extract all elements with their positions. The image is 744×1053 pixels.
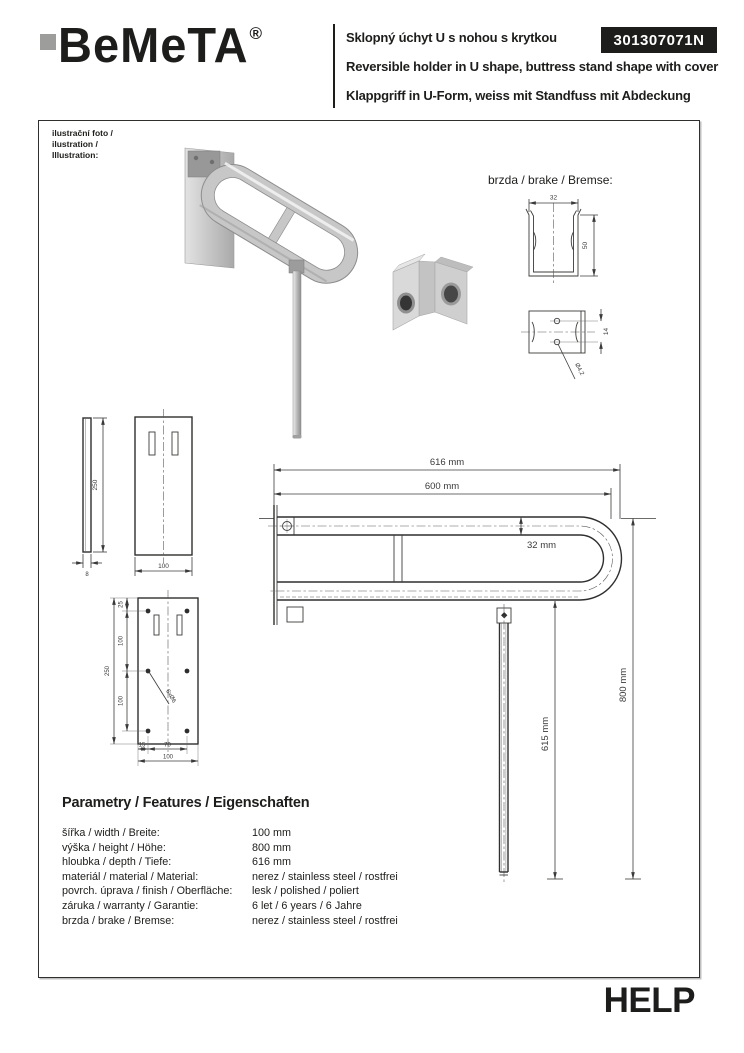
- dim-template-overall-height: 250: [105, 665, 111, 677]
- drawing-plate-front: [135, 409, 192, 576]
- parameters-section: [62, 795, 482, 928]
- illustration-label-cs: ilustrační foto /: [52, 128, 113, 138]
- drawing-brake-profile: [526, 195, 598, 284]
- illustration-label-de: Illustration:: [52, 150, 99, 160]
- parameter-row-depth: [62, 855, 482, 870]
- registered-trademark-icon: ®: [249, 24, 263, 43]
- parameters-title: Parametry / Features / Eigenschaften: [62, 795, 310, 811]
- dim-template-spacing-a: 100: [118, 635, 125, 647]
- product-title-czech: Sklopný úchyt U s nohou s krytkou: [346, 30, 557, 45]
- parameter-label: šířka / width / Breite:: [62, 827, 160, 839]
- product-title-german: Klappgriff in U-Form, weiss mit Standfuss mit Abdeckung: [346, 88, 691, 103]
- parameter-row-brake: [62, 914, 482, 929]
- dim-template-top-offset: 25: [118, 601, 125, 608]
- dim-template-spacing-b: 100: [118, 695, 125, 707]
- illustration-label-en: ilustration /: [52, 139, 98, 149]
- dim-plate-front-width: 100: [158, 563, 169, 570]
- dim-template-holes-note: 6xØ6: [164, 688, 177, 705]
- drawing-plate-side: [72, 418, 107, 578]
- parameter-value: 616 mm: [252, 856, 292, 869]
- dim-template-col-spacing: 70: [164, 742, 171, 749]
- product-title-english: Reversible holder in U shape, buttress stand shape with cover: [346, 59, 719, 74]
- dim-main-overall-height: 800 mm: [618, 667, 629, 703]
- brake-section-label: brzda / brake / Bremse:: [488, 173, 613, 187]
- dim-plate-side-thickness: 8: [85, 572, 89, 578]
- dim-main-tube-dia: 32 mm: [527, 540, 557, 551]
- parameter-value: lesk / polished / poliert: [252, 885, 359, 898]
- dim-brake-hole-dia: Ø4,2: [573, 362, 585, 377]
- logo-text: BeMeTA: [58, 16, 249, 73]
- dim-brake-width: 32: [549, 194, 558, 202]
- parameter-label: materiál / material / Material:: [62, 870, 199, 883]
- dim-template-width: 100: [162, 754, 174, 761]
- parameter-value: nerez / stainless steel / rostfrei: [252, 914, 398, 927]
- product-photo: [185, 148, 369, 439]
- dim-brake-height: 50: [582, 241, 589, 250]
- drawing-template: [105, 590, 198, 766]
- dim-main-depth-overall: 616 mm: [429, 457, 465, 468]
- logo-square-icon: [40, 34, 56, 50]
- brake-bracket-photo: [393, 254, 473, 330]
- parameter-row-warranty: [62, 899, 482, 914]
- dim-template-left-offset: 15: [138, 742, 146, 749]
- parameter-label: povrch. úprava / finish / Oberfläche:: [62, 885, 233, 898]
- parameter-label: výška / height / Höhe:: [62, 841, 166, 854]
- product-code-badge: 301307071N: [601, 27, 717, 53]
- parameter-label: hloubka / depth / Tiefe:: [62, 856, 172, 869]
- dim-main-leg-height: 615 mm: [540, 716, 551, 752]
- parameter-value: nerez / stainless steel / rostfrei: [252, 870, 398, 883]
- parameter-value: 6 let / 6 years / 6 Jahre: [252, 899, 362, 912]
- dim-brake-hole-spacing: 14: [603, 327, 610, 336]
- parameter-row-material: [62, 870, 482, 885]
- dim-main-depth-inner: 600 mm: [424, 481, 460, 492]
- parameter-label: brzda / brake / Bremse:: [62, 914, 175, 927]
- help-logo: HELP: [603, 981, 695, 1020]
- dim-plate-side-height: 250: [92, 479, 99, 491]
- parameter-row-width: [62, 826, 482, 841]
- parameter-value: 100 mm: [252, 827, 292, 839]
- parameter-label: záruka / warranty / Garantie:: [62, 899, 199, 912]
- parameter-value: 800 mm: [252, 841, 292, 854]
- parameter-row-height: [62, 841, 482, 856]
- drawing-brake-plate: [521, 309, 610, 379]
- parameter-row-finish: [62, 884, 482, 899]
- header-divider: [333, 24, 335, 108]
- bemeta-logo: [40, 16, 263, 73]
